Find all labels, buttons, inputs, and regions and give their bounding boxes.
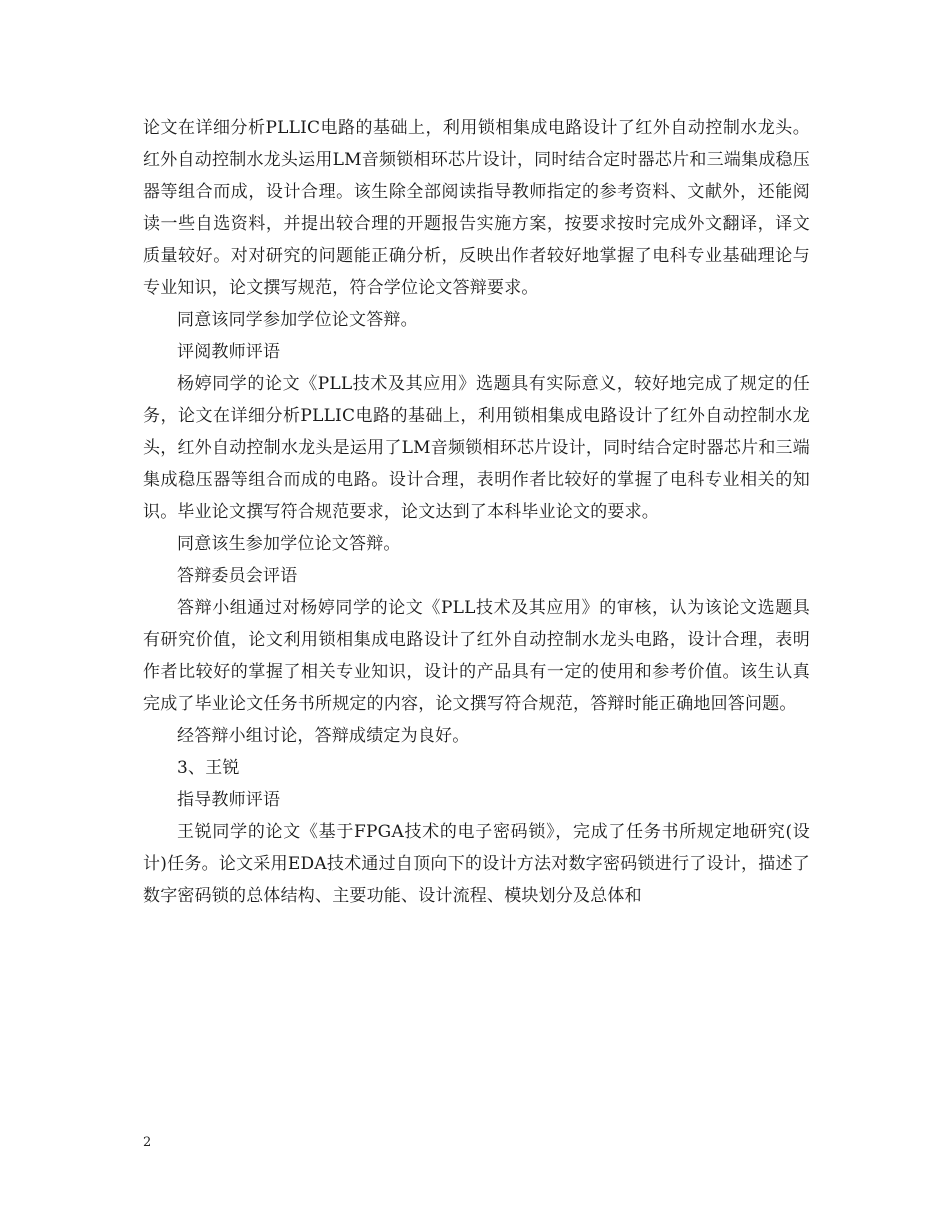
heading-committee-comments: 答辩委员会评语 xyxy=(177,566,298,586)
paragraph-advisor-comments: 王锐同学的论文《基于FPGA技术的电子密码锁》，完成了任务书所规定地研究(设计)任务。论文采用EDA技术通过自顶向下的设计方法对数字密码锁进行了设计，描述了数字密码锁的总体结构、主要功能、设计流程、模块划分及总体和 xyxy=(143,822,810,906)
paragraph-approval-2: 同意该生参加学位论文答辩。 xyxy=(177,534,401,554)
paragraph-review-continuation: 论文在详细分析PLLIC电路的基础上，利用锁相集成电路设计了红外自动控制水龙头。红外自动控制水龙头运用LM音频锁相环芯片设计，同时结合定时器芯片和三端集成稳压器等组合而成，设计合理。该生除全部阅读指导教师指定的参考资料、文献外，还能阅读一些自选资料，并提出较合理的开题报告实施方案，按要求按时完成外文翻译，译文质量较好。对对研究的问题能正确分析，反映出作者较好地掌握了电科专业基础理论与专业知识，论文撰写规范，符合学位论文答辩要求。 xyxy=(143,118,810,298)
heading-reviewer-comments: 评阅教师评语 xyxy=(177,342,281,362)
heading-advisor-comments: 指导教师评语 xyxy=(177,790,281,810)
paragraph-defense-result: 经答辩小组讨论，答辩成绩定为良好。 xyxy=(177,726,470,746)
page-number: 2 xyxy=(143,1135,152,1150)
heading-student-3: 3、王锐 xyxy=(177,758,240,778)
paragraph-reviewer-comments: 杨婷同学的论文《PLL技术及其应用》选题具有实际意义，较好地完成了规定的任务，论文在详细分析PLLIC电路的基础上，利用锁相集成电路设计了红外自动控制水龙头，红外自动控制水龙头是运用了LM音频锁相环芯片设计，同时结合定时器芯片和三端集成稳压器等组合而成的电路。设计合理，表明作者比较好的掌握了电科专业相关的知识。毕业论文撰写符合规范要求，论文达到了本科毕业论文的要求。 xyxy=(143,374,810,522)
paragraph-committee-comments: 答辩小组通过对杨婷同学的论文《PLL技术及其应用》的审核，认为该论文选题具有研究价值，论文利用锁相集成电路设计了红外自动控制水龙头电路，设计合理，表明作者比较好的掌握了相关专业知识，设计的产品具有一定的使用和参考价值。该生认真完成了毕业论文任务书所规定的内容，论文撰写符合规范，答辩时能正确地回答问题。 xyxy=(143,598,810,714)
document-body xyxy=(143,112,810,912)
paragraph-approval-1: 同意该同学参加学位论文答辩。 xyxy=(177,310,418,330)
